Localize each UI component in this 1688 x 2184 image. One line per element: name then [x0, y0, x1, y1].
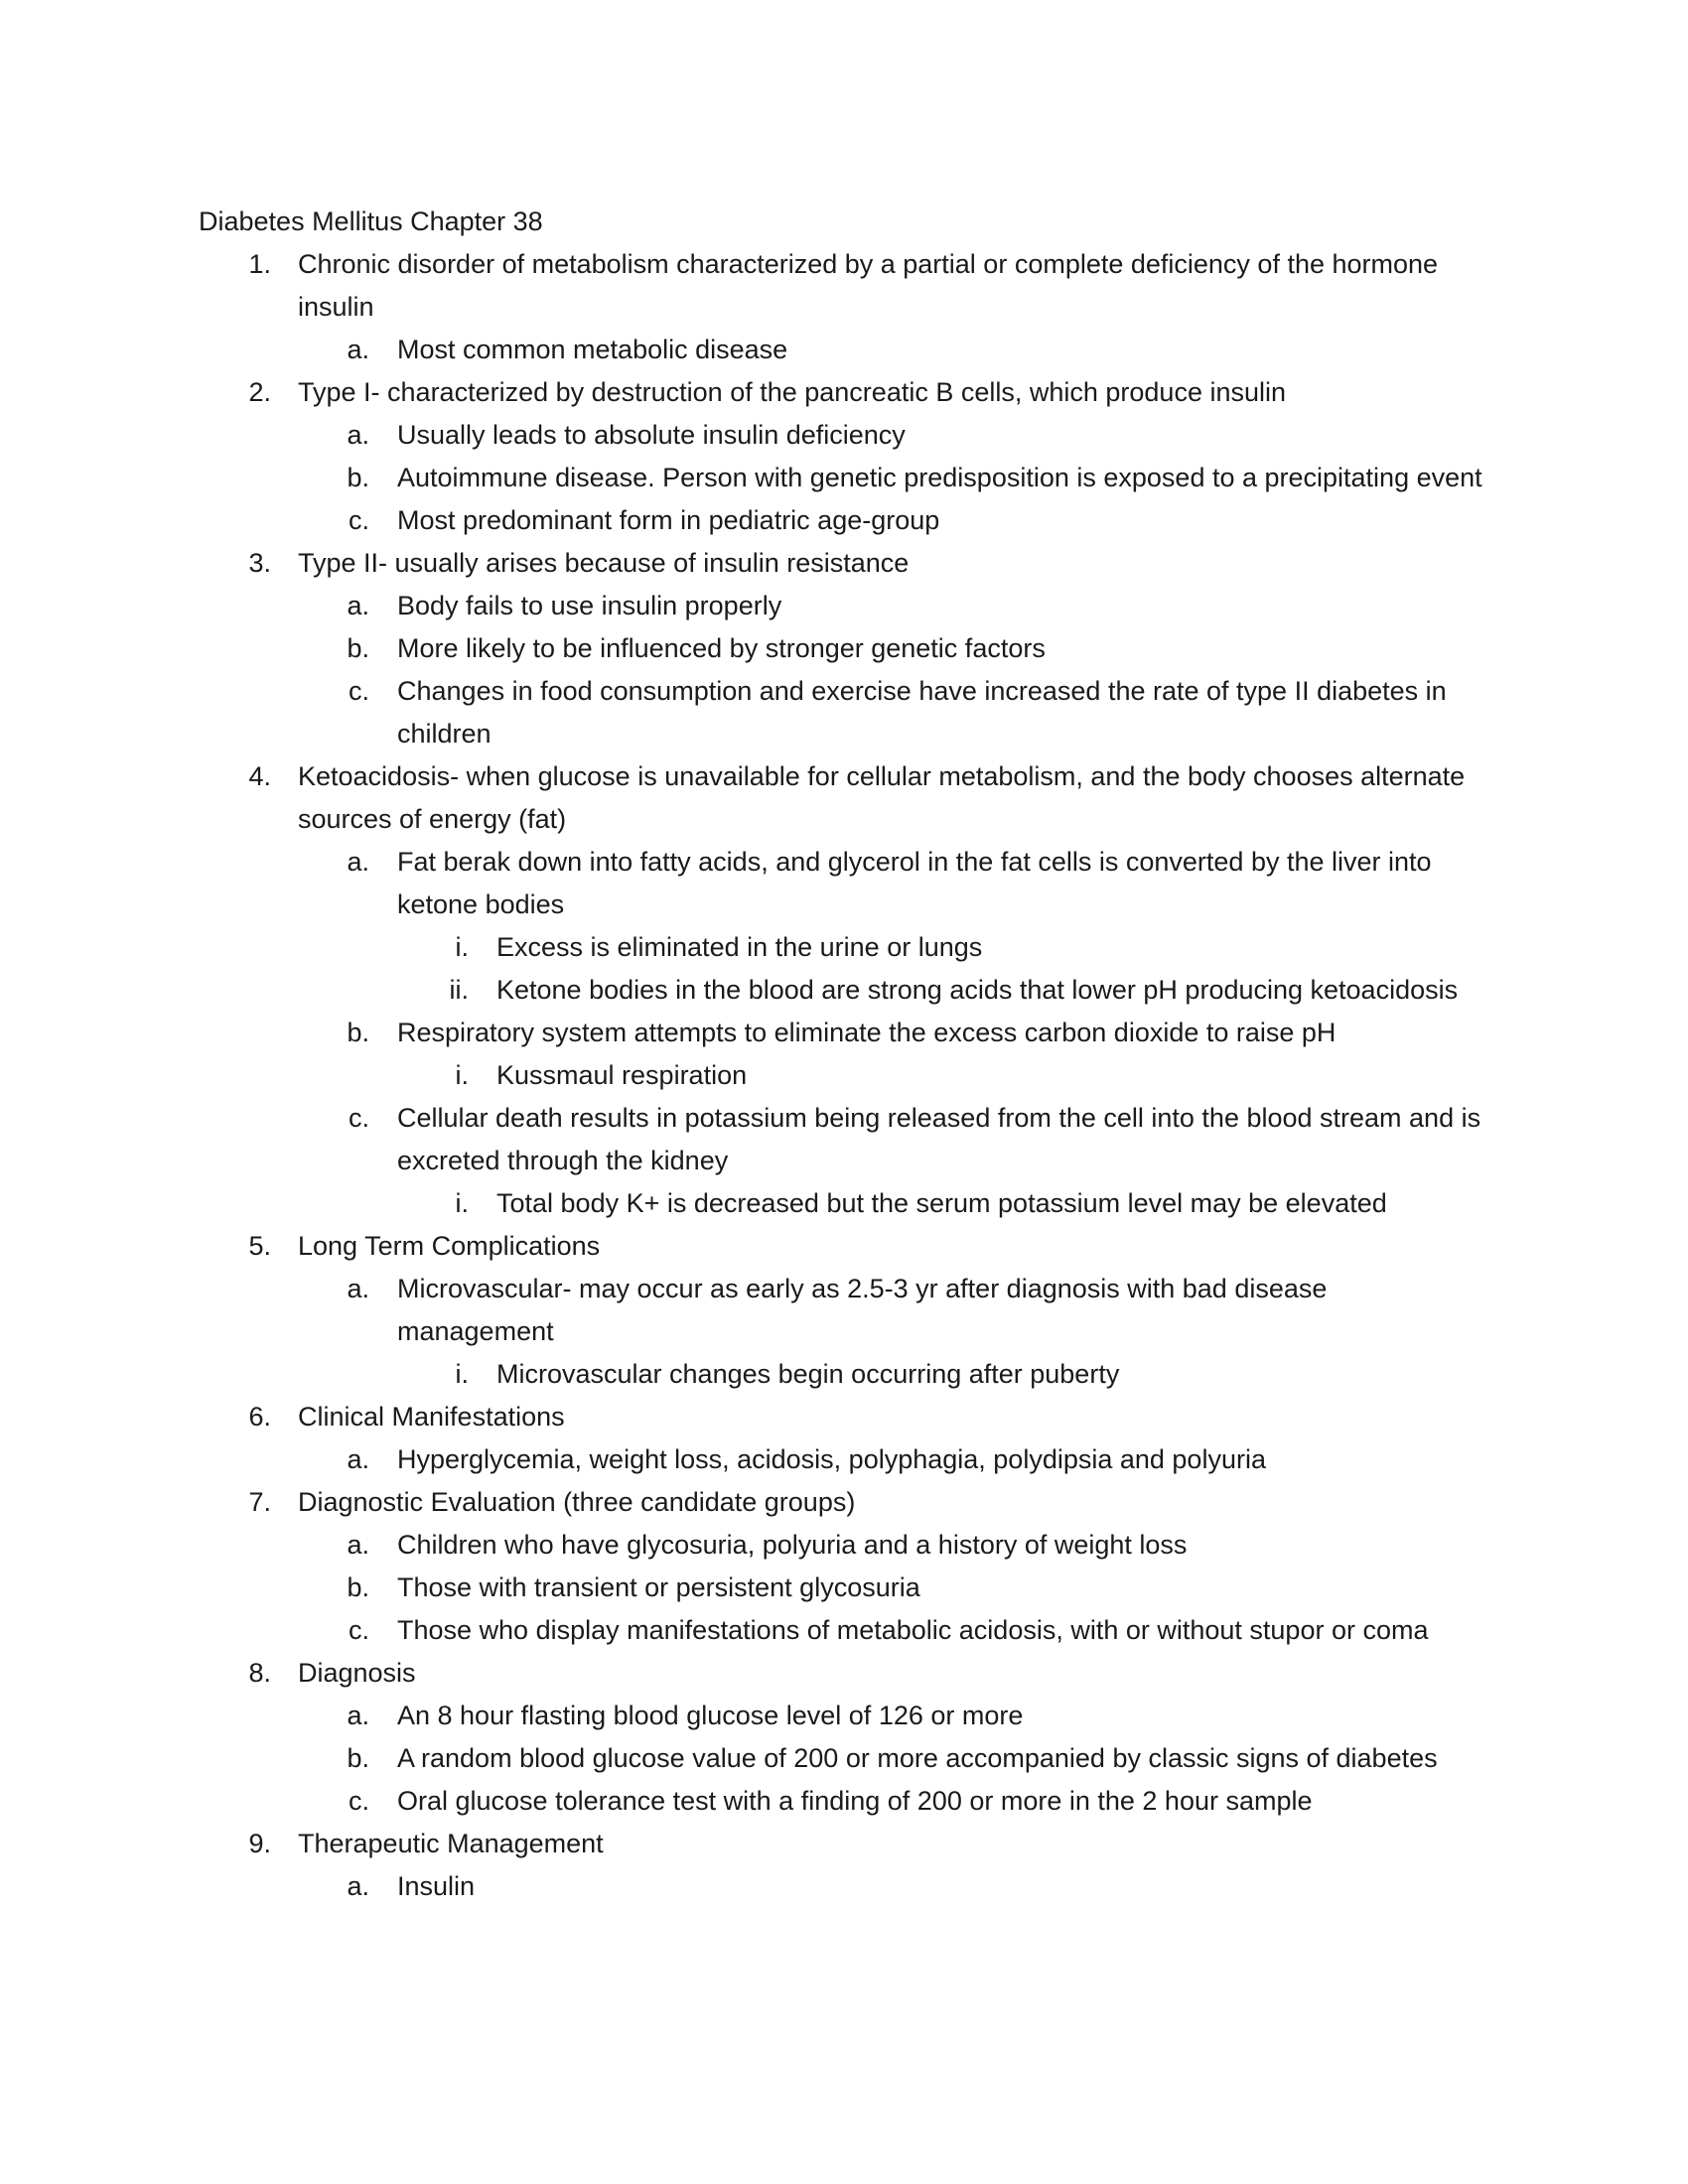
sub-list — [298, 1268, 1489, 1396]
sub-list — [397, 1054, 1489, 1097]
sub-list — [298, 1695, 1489, 1823]
outline-subitem — [298, 1097, 1489, 1225]
item-number: i. — [455, 932, 469, 962]
item-text: Type I- characterized by destruction of the pancreatic B cells, which produce insulin — [298, 377, 1287, 407]
item-text: Microvascular changes begin occurring after puberty — [496, 1359, 1120, 1389]
outline-subsubitem — [397, 1054, 1489, 1097]
item-text: Total body K+ is decreased but the serum potassium level may be elevated — [496, 1188, 1387, 1218]
outline-subsubitem — [397, 969, 1489, 1012]
item-number: 5. — [248, 1231, 271, 1261]
outline-subitem — [298, 1268, 1489, 1396]
outline-subitem — [298, 1567, 1489, 1609]
sub-list — [298, 1524, 1489, 1652]
item-number: a. — [347, 1701, 369, 1730]
item-text: Excess is eliminated in the urine or lungs — [496, 932, 983, 962]
item-text: Hyperglycemia, weight loss, acidosis, polyphagia, polydipsia and polyuria — [397, 1444, 1266, 1474]
item-text: Changes in food consumption and exercise have increased the rate of type II diabetes in children — [397, 676, 1447, 749]
item-number: c. — [348, 676, 369, 706]
outline-subitem — [298, 1438, 1489, 1481]
item-number: i. — [455, 1359, 469, 1389]
outline-subitem — [298, 1695, 1489, 1737]
item-text: Ketone bodies in the blood are strong acids that lower pH producing ketoacidosis — [496, 975, 1459, 1005]
item-number: b. — [347, 633, 369, 663]
outline-subitem — [298, 1012, 1489, 1097]
item-text: Kussmaul respiration — [496, 1060, 748, 1090]
outline-subitem — [298, 457, 1489, 499]
outline-subitem — [298, 627, 1489, 670]
item-number: i. — [455, 1060, 469, 1090]
item-number: c. — [348, 1786, 369, 1816]
item-number: 4. — [248, 761, 271, 791]
outline-item — [199, 1823, 1489, 1908]
item-text: Most predominant form in pediatric age-group — [397, 505, 940, 535]
item-text: Chronic disorder of metabolism characterized by a partial or complete deficiency of the hormone insulin — [298, 249, 1439, 322]
sub-list — [298, 329, 1489, 371]
item-text: A random blood glucose value of 200 or more accompanied by classic signs of diabetes — [397, 1743, 1438, 1773]
sub-list — [397, 1353, 1489, 1396]
item-text: Therapeutic Management — [298, 1829, 604, 1858]
document-body — [199, 201, 1489, 1908]
item-text: Children who have glycosuria, polyuria and a history of weight loss — [397, 1530, 1188, 1560]
outline-subitem — [298, 1865, 1489, 1908]
sub-list — [298, 841, 1489, 1225]
item-number: a. — [347, 420, 369, 450]
item-text: Long Term Complications — [298, 1231, 601, 1261]
outline-subsubitem — [397, 1353, 1489, 1396]
item-number: 1. — [248, 249, 271, 279]
item-text: Insulin — [397, 1871, 476, 1901]
item-number: a. — [347, 847, 369, 877]
outline-subitem — [298, 1737, 1489, 1780]
item-number: 8. — [248, 1658, 271, 1688]
outline-subitem — [298, 585, 1489, 627]
outline-list — [199, 243, 1489, 1908]
item-text: Most common metabolic disease — [397, 335, 788, 364]
item-text: Clinical Manifestations — [298, 1402, 565, 1432]
item-text: Fat berak down into fatty acids, and glycerol in the fat cells is converted by the liver into ketone bodies — [397, 847, 1432, 919]
sub-list — [298, 1438, 1489, 1481]
outline-subitem — [298, 329, 1489, 371]
item-number: ii. — [449, 975, 469, 1005]
item-text: Respiratory system attempts to eliminate the excess carbon dioxide to raise pH — [397, 1018, 1336, 1047]
item-number: b. — [347, 1743, 369, 1773]
outline-subitem — [298, 841, 1489, 1012]
item-text: Those with transient or persistent glycosuria — [397, 1572, 920, 1602]
item-text: Diagnosis — [298, 1658, 416, 1688]
item-text: Diagnostic Evaluation (three candidate groups) — [298, 1487, 856, 1517]
item-text: Cellular death results in potassium being released from the cell into the blood stream and is excreted through the kidney — [397, 1103, 1481, 1175]
outline-subitem — [298, 1609, 1489, 1652]
item-number: a. — [347, 335, 369, 364]
document-title: Diabetes Mellitus Chapter 38 — [199, 206, 543, 236]
item-number: 7. — [248, 1487, 271, 1517]
outline-item — [199, 755, 1489, 1225]
item-text: An 8 hour flasting blood glucose level of 126 or more — [397, 1701, 1024, 1730]
item-text: Microvascular- may occur as early as 2.5-3 yr after diagnosis with bad disease management — [397, 1274, 1328, 1346]
outline-item — [199, 243, 1489, 371]
item-text: Type II- usually arises because of insulin resistance — [298, 548, 910, 578]
outline-item — [199, 1481, 1489, 1652]
item-number: a. — [347, 1444, 369, 1474]
item-number: b. — [347, 463, 369, 492]
item-text: Usually leads to absolute insulin deficiency — [397, 420, 906, 450]
outline-item — [199, 371, 1489, 542]
outline-subitem — [298, 1524, 1489, 1567]
item-number: c. — [348, 505, 369, 535]
outline-subitem — [298, 670, 1489, 755]
item-number: a. — [347, 1530, 369, 1560]
item-number: c. — [348, 1615, 369, 1645]
item-text: Ketoacidosis- when glucose is unavailable for cellular metabolism, and the body chooses alternate sources of energy (fat) — [298, 761, 1466, 834]
item-number: a. — [347, 1274, 369, 1303]
item-text: More likely to be influenced by stronger genetic factors — [397, 633, 1046, 663]
item-number: i. — [455, 1188, 469, 1218]
sub-list — [298, 414, 1489, 542]
item-number: 3. — [248, 548, 271, 578]
sub-list — [397, 1182, 1489, 1225]
outline-item — [199, 1652, 1489, 1823]
outline-subsubitem — [397, 926, 1489, 969]
outline-subitem — [298, 499, 1489, 542]
item-number: a. — [347, 1871, 369, 1901]
outline-subitem — [298, 1780, 1489, 1823]
item-number: b. — [347, 1572, 369, 1602]
outline-item — [199, 1396, 1489, 1481]
item-number: b. — [347, 1018, 369, 1047]
item-text: Oral glucose tolerance test with a finding of 200 or more in the 2 hour sample — [397, 1786, 1313, 1816]
item-number: a. — [347, 591, 369, 620]
item-number: 6. — [248, 1402, 271, 1432]
outline-subitem — [298, 414, 1489, 457]
item-text: Autoimmune disease. Person with genetic predisposition is exposed to a precipitating event — [397, 463, 1482, 492]
item-text: Body fails to use insulin properly — [397, 591, 782, 620]
item-number: 9. — [248, 1829, 271, 1858]
sub-list — [298, 585, 1489, 755]
outline-item — [199, 542, 1489, 755]
outline-item — [199, 1225, 1489, 1396]
item-number: c. — [348, 1103, 369, 1133]
item-text: Those who display manifestations of metabolic acidosis, with or without stupor or coma — [397, 1615, 1429, 1645]
sub-list — [397, 926, 1489, 1012]
outline-subsubitem — [397, 1182, 1489, 1225]
sub-list — [298, 1865, 1489, 1908]
item-number: 2. — [248, 377, 271, 407]
